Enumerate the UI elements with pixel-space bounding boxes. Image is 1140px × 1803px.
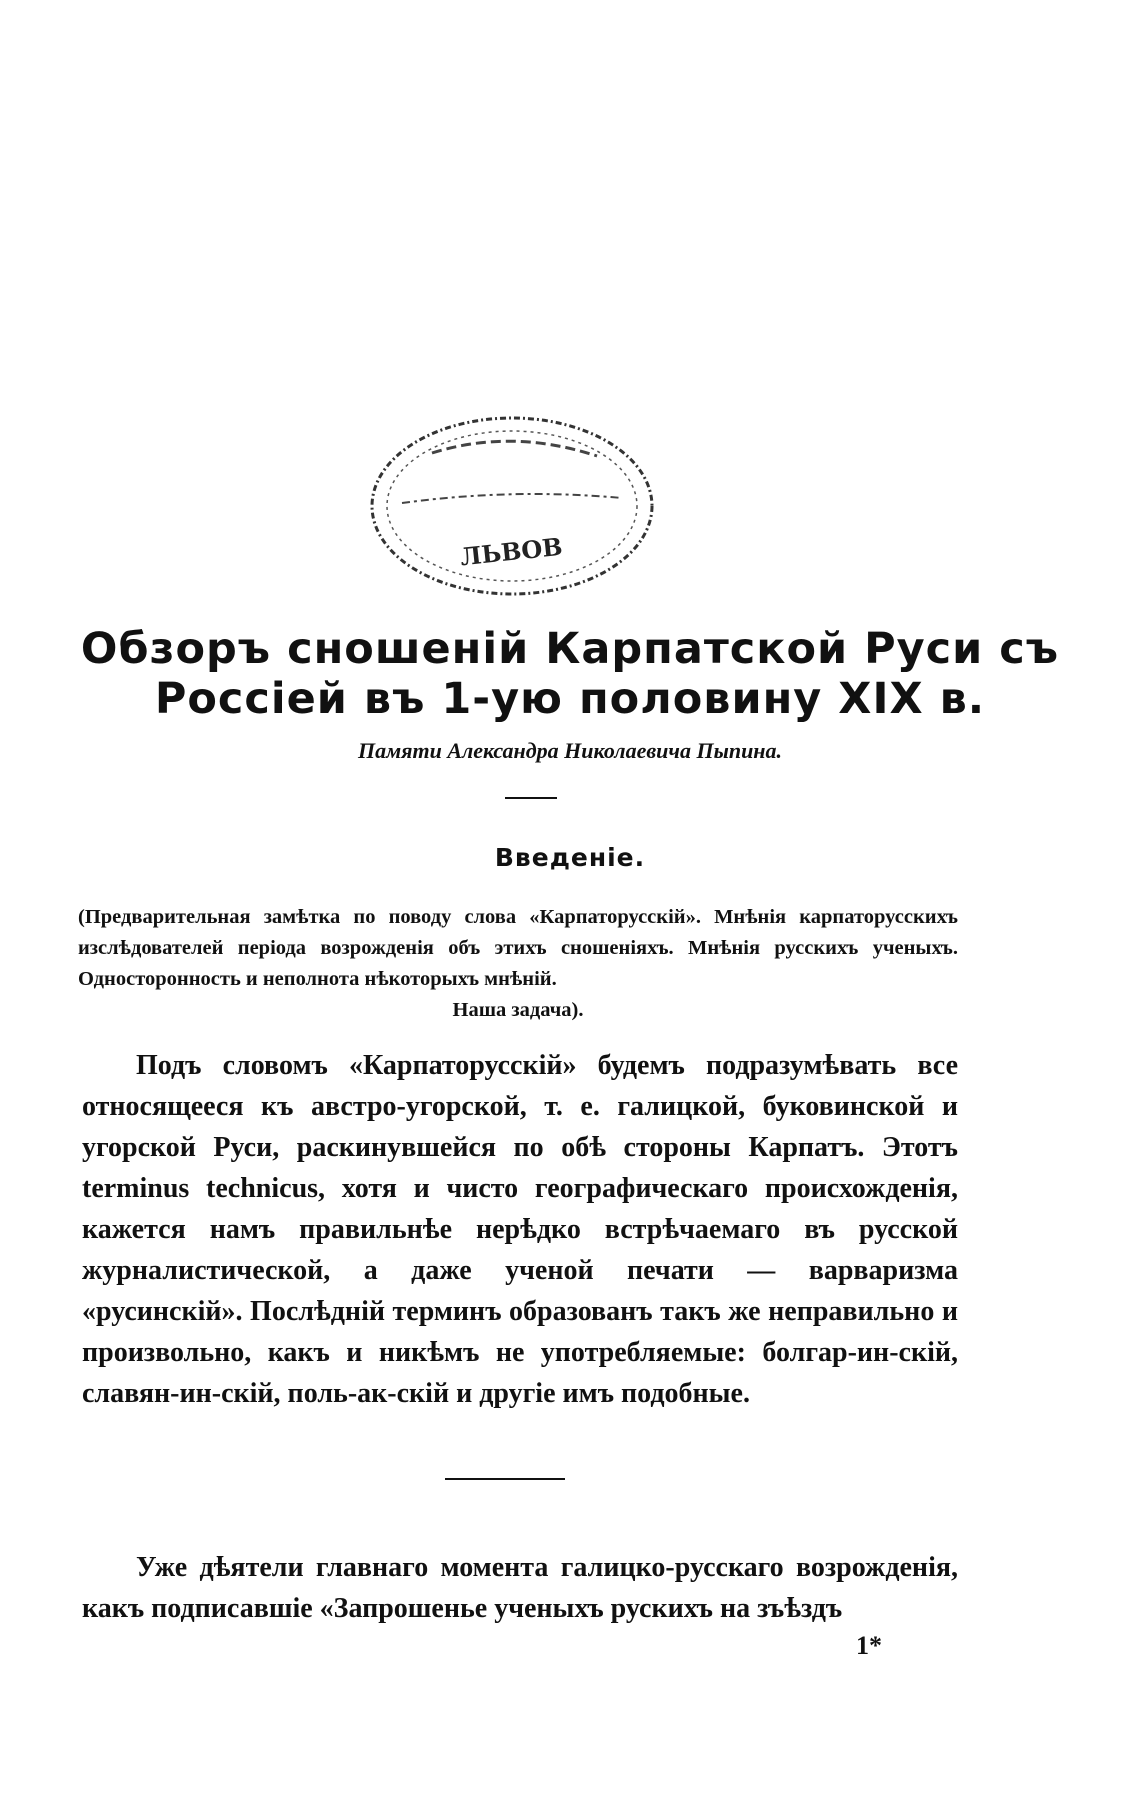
section-summary (78, 902, 958, 1026)
page-number: 1* (856, 1631, 882, 1660)
body-paragraph-1: Подъ словомъ «Карпаторусскій» будемъ подразумѣвать все относящееся къ австро-угорской, т. е. галицкой, буковинской и угорской Руси, раскинувшейся по обѣ стороны Карпатъ. Этотъ terminus technicus, хотя и чисто географическаго происхожденія, кажется намъ правильнѣе нерѣдко встрѣчаемаго въ русской журналистической, а даже ученой печати — варваризма «русинскій». Послѣдній терминъ образованъ такъ же неправильно и произвольно, какъ и никѣмъ не употребляемые: болгар-ин-скій, славян-ин-скій, поль-ак-скій и другіе имъ подобные. (82, 1050, 958, 1409)
section-heading: Введеніе. (494, 843, 646, 872)
summary-text: (Предварительная замѣтка по поводу слова «Карпаторусскій». Мнѣнія карпаторусскихъ изслѣдователей періода возрожденія объ этихъ сношеніяхъ. Мнѣнія русскихъ ученыхъ. Односторонность и неполнота нѣкоторыхъ мнѣній. (78, 906, 958, 990)
divider (505, 797, 557, 799)
library-stamp (362, 408, 662, 608)
article-title-line-1: Обзоръ сношеній Карпатской Руси съ (80, 624, 1060, 674)
dedication: Памяти Александра Николаевича Пыпина. (357, 738, 783, 763)
stamp-text: ЛЬВОВ (458, 531, 564, 572)
summary-last-line: Наша задача). (452, 999, 584, 1021)
article-title-line-2: Россіей въ 1-ую половину XIX в. (154, 674, 986, 724)
body-paragraph-2: Уже дѣятели главнаго момента галицко-русскаго возрожденія, какъ подписавшіе «Запрошенье ученыхъ рускихъ на зъѣздъ (82, 1552, 958, 1624)
section-divider (445, 1478, 565, 1480)
stamp-graphic (362, 408, 662, 608)
